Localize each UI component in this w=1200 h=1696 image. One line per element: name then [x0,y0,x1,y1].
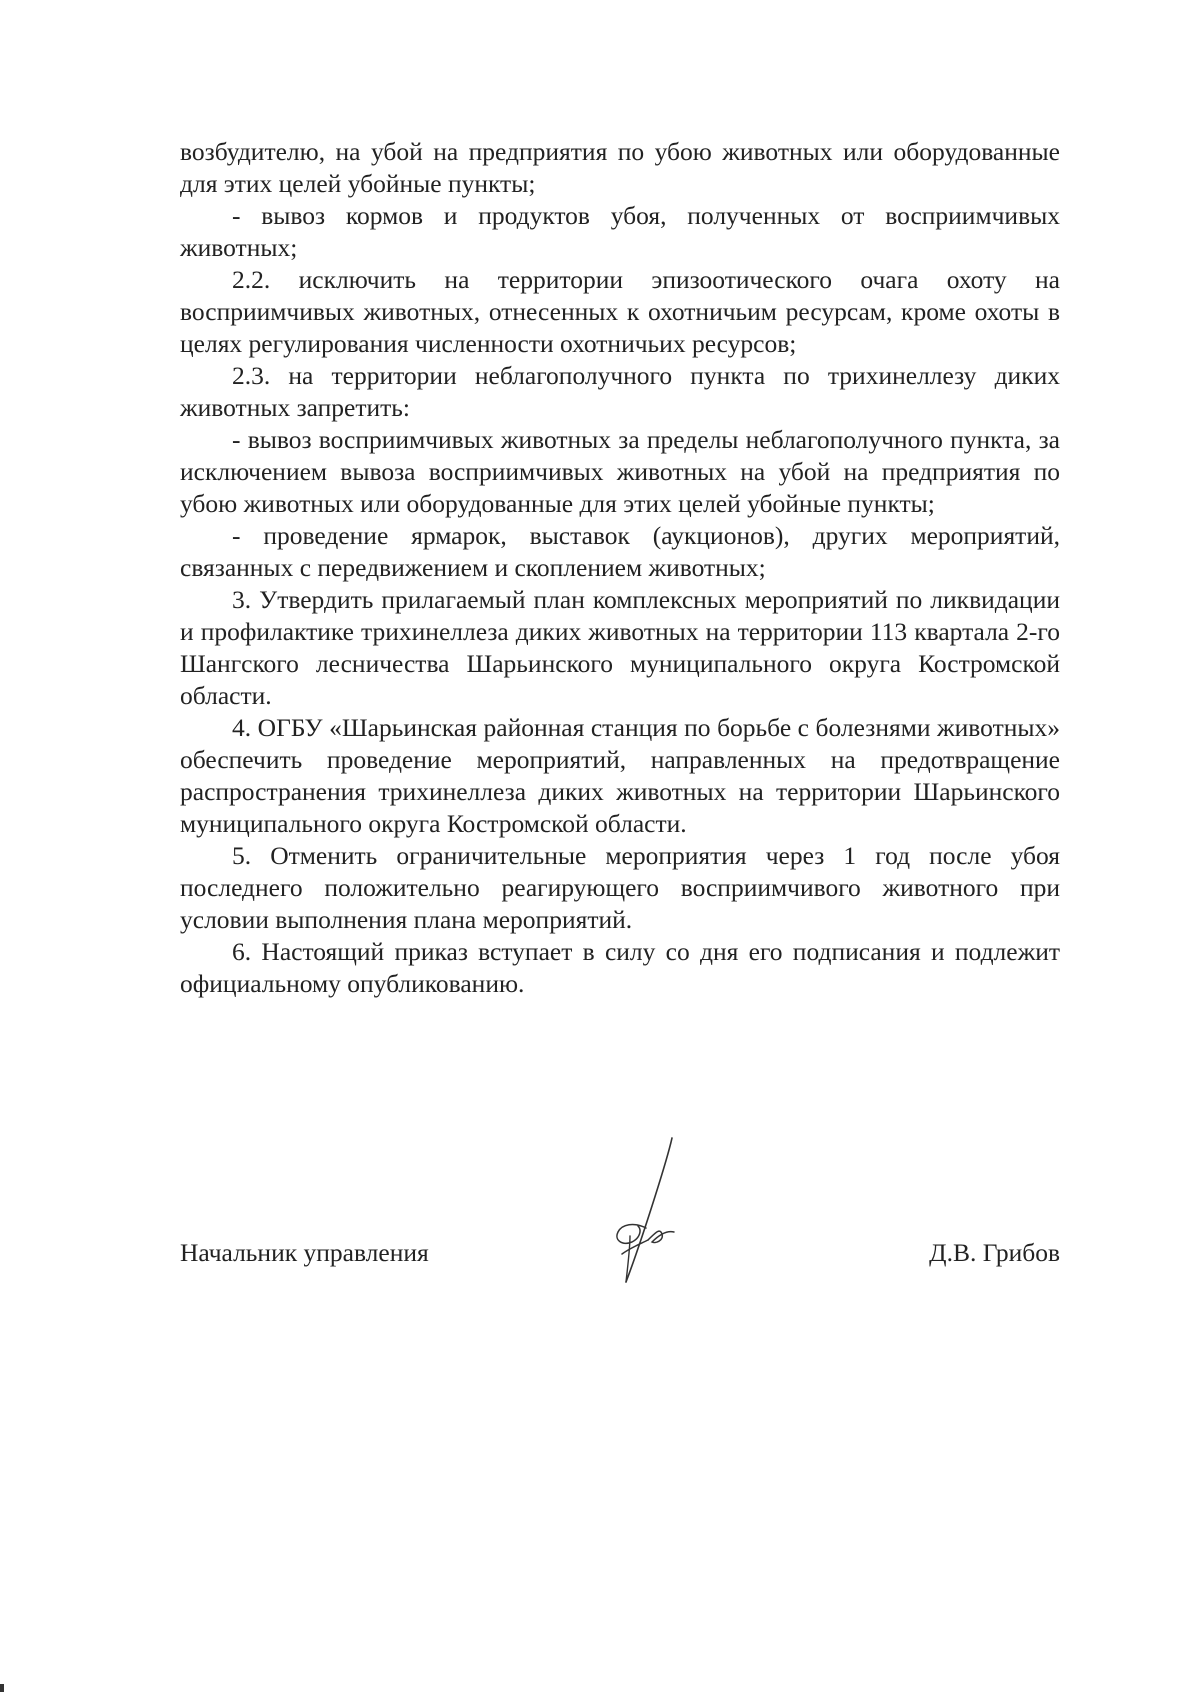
paragraph-fairs: - проведение ярмарок, выставок (аукционов), других мероприятий, связанных с передвижением и скоплением животных; [180,521,1060,582]
paragraph-6: 6. Настоящий приказ вступает в силу со дня его подписания и подлежит официальному опубликованию. [180,937,1060,998]
signatory-name: Д.В. Грибов [929,1238,1060,1267]
document-body [180,136,1060,1000]
paragraph-3: 3. Утвердить прилагаемый план комплексных мероприятий по ликвидации и профилактике трихинеллеза диких животных на территории 113 квартала 2-го Шангского лесничества Шарьинского муниципального округа Костромской области. [180,585,1060,710]
paragraph-2-3: 2.3. на территории неблагополучного пункта по трихинеллезу диких животных запретить: [180,361,1060,422]
paragraph-4: 4. ОГБУ «Шарьинская районная станция по борьбе с болезнями животных» обеспечить проведение мероприятий, направленных на предотвращение распространения трихинеллеза диких животных на территории Шарьинского муниципального округа Костромской области. [180,713,1060,838]
signatory-position: Начальник управления [180,1238,429,1267]
signature-block [180,1136,1060,1336]
paragraph-2-2: 2.2. исключить на территории эпизоотического очага охоту на восприимчивых животных, отнесенных к охотничьим ресурсам, кроме охоты в целях регулирования численности охотничьих ресурсов; [180,265,1060,358]
scan-edge-mark [0,1684,4,1692]
paragraph-5: 5. Отменить ограничительные мероприятия через 1 год после убоя последнего положительно реагирующего восприимчивого животного при условии выполнения плана мероприятий. [180,841,1060,934]
paragraph-continuation: возбудителю, на убой на предприятия по убою животных или оборудованные для этих целей убойные пункты; [180,137,1060,198]
paragraph-feed-export: - вывоз кормов и продуктов убоя, полученных от восприимчивых животных; [180,201,1060,262]
paragraph-animal-export: - вывоз восприимчивых животных за пределы неблагополучного пункта, за исключением вывоза восприимчивых животных на убой на предприятия по убою животных или оборудованные для этих целей убойные пункты; [180,425,1060,518]
handwritten-signature [600,1136,720,1286]
